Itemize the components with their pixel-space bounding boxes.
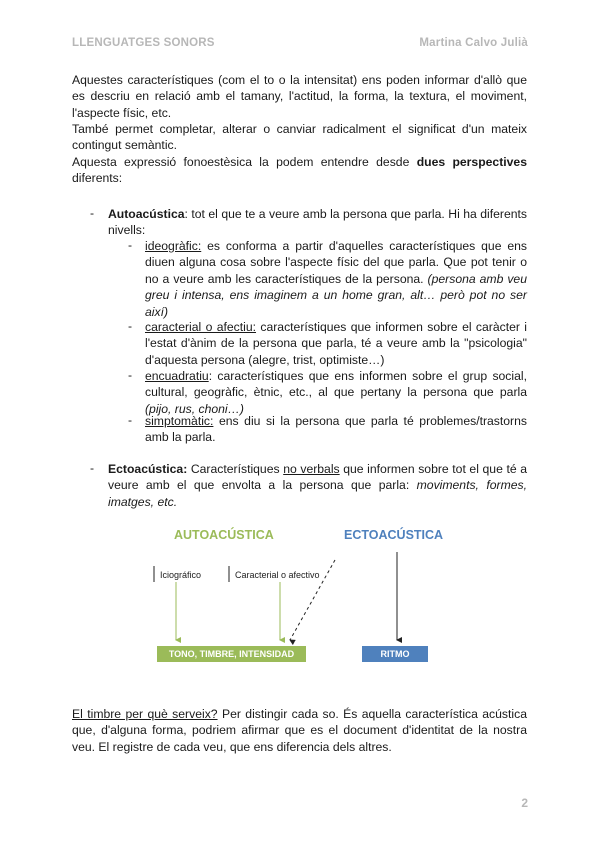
auto-subitem-encuadratiu: encuadratiu: característiques que ens informen sobre el grup social, cultural, geogràfic, ètnic, etc., al que pertany la persona que parla (pijo, rus, choni…) [145, 369, 527, 416]
header-title: LLENGUATGES SONORS [72, 37, 215, 49]
ecto-item: Ectoacústica: Característiques no verbals que informen sobre tot el que té a veure amb el que envolta a la persona que parla: moviments, formes, imatges, etc. [108, 462, 527, 509]
auto-item: Autoacústica: tot el que te a veure amb la persona que parla. Hi ha diferents nivells: [108, 207, 527, 238]
auto-dash: - [90, 206, 95, 220]
diagram-box-tono-timbre-intensidad: TONO, TIMBRE, INTENSIDAD [157, 646, 306, 662]
diagram-auto-title: AUTOACÚSTICA [174, 528, 274, 542]
diagram-label-caracterial: Caracterial o afectivo [235, 570, 320, 580]
ecto-term: Ectoacústica: [108, 462, 188, 476]
diagram-label-iconografico: Iciográfico [160, 570, 202, 580]
diagram-box-ritmo: RITMO [362, 646, 428, 662]
auto-subitem-simptomatic: simptomàtic: ens diu si la persona que parla té problemes/trastorns amb la parla. [145, 414, 527, 445]
timbre-paragraph: El timbre per què serveix? Per distingir cada so. És aquella característica acústica que, d'alguna forma, podriem afirmar que es el document d'identitat de la nostra veu. El registre de cada veu, que ens diferencia dels altres. [72, 707, 527, 754]
intro-paragraph-3: Aquesta expressió fonoestèsica la podem entendre desde dues perspectives diferents: [72, 155, 527, 186]
header-author: Martina Calvo Julià [419, 37, 528, 49]
diagram-ecto-title: ECTOACÚSTICA [344, 528, 444, 542]
page-number: 2 [521, 796, 528, 810]
arrow-ecto-dashed [290, 560, 335, 640]
ecto-dash: - [90, 461, 95, 475]
auto-subitem-caracterial: caracterial o afectiu: característiques que informen sobre el caràcter i l'estat d'ànim de la persona que parla, té a veure amb la "psicologia" d'aquesta persona (alegre, trist, optimiste…) [145, 320, 527, 367]
intro-paragraph-1: Aquestes característiques (com el to o la intensitat) ens poden informar d'allò que es descriu en relació amb el tamany, l'actitud, la forma, la textura, el moviment, l'aspecte físic, etc. [72, 73, 527, 120]
auto-term: Autoacústica [108, 207, 185, 221]
intro-paragraph-2: També permet completar, alterar o canviar radicalment el significat d'un mateix contingut semàntic. [72, 122, 527, 153]
auto-subitem-ideografic: ideogràfic: es conforma a partir d'aquelles característiques que ens diuen alguna cosa sobre l'aspecte físic del que parla. Que pot tenir o no a veure amb les característiques de la persona. (persona amb veu greu i intensa, ens imaginem a un home gran, alt… però pot no ser així) [145, 239, 527, 319]
